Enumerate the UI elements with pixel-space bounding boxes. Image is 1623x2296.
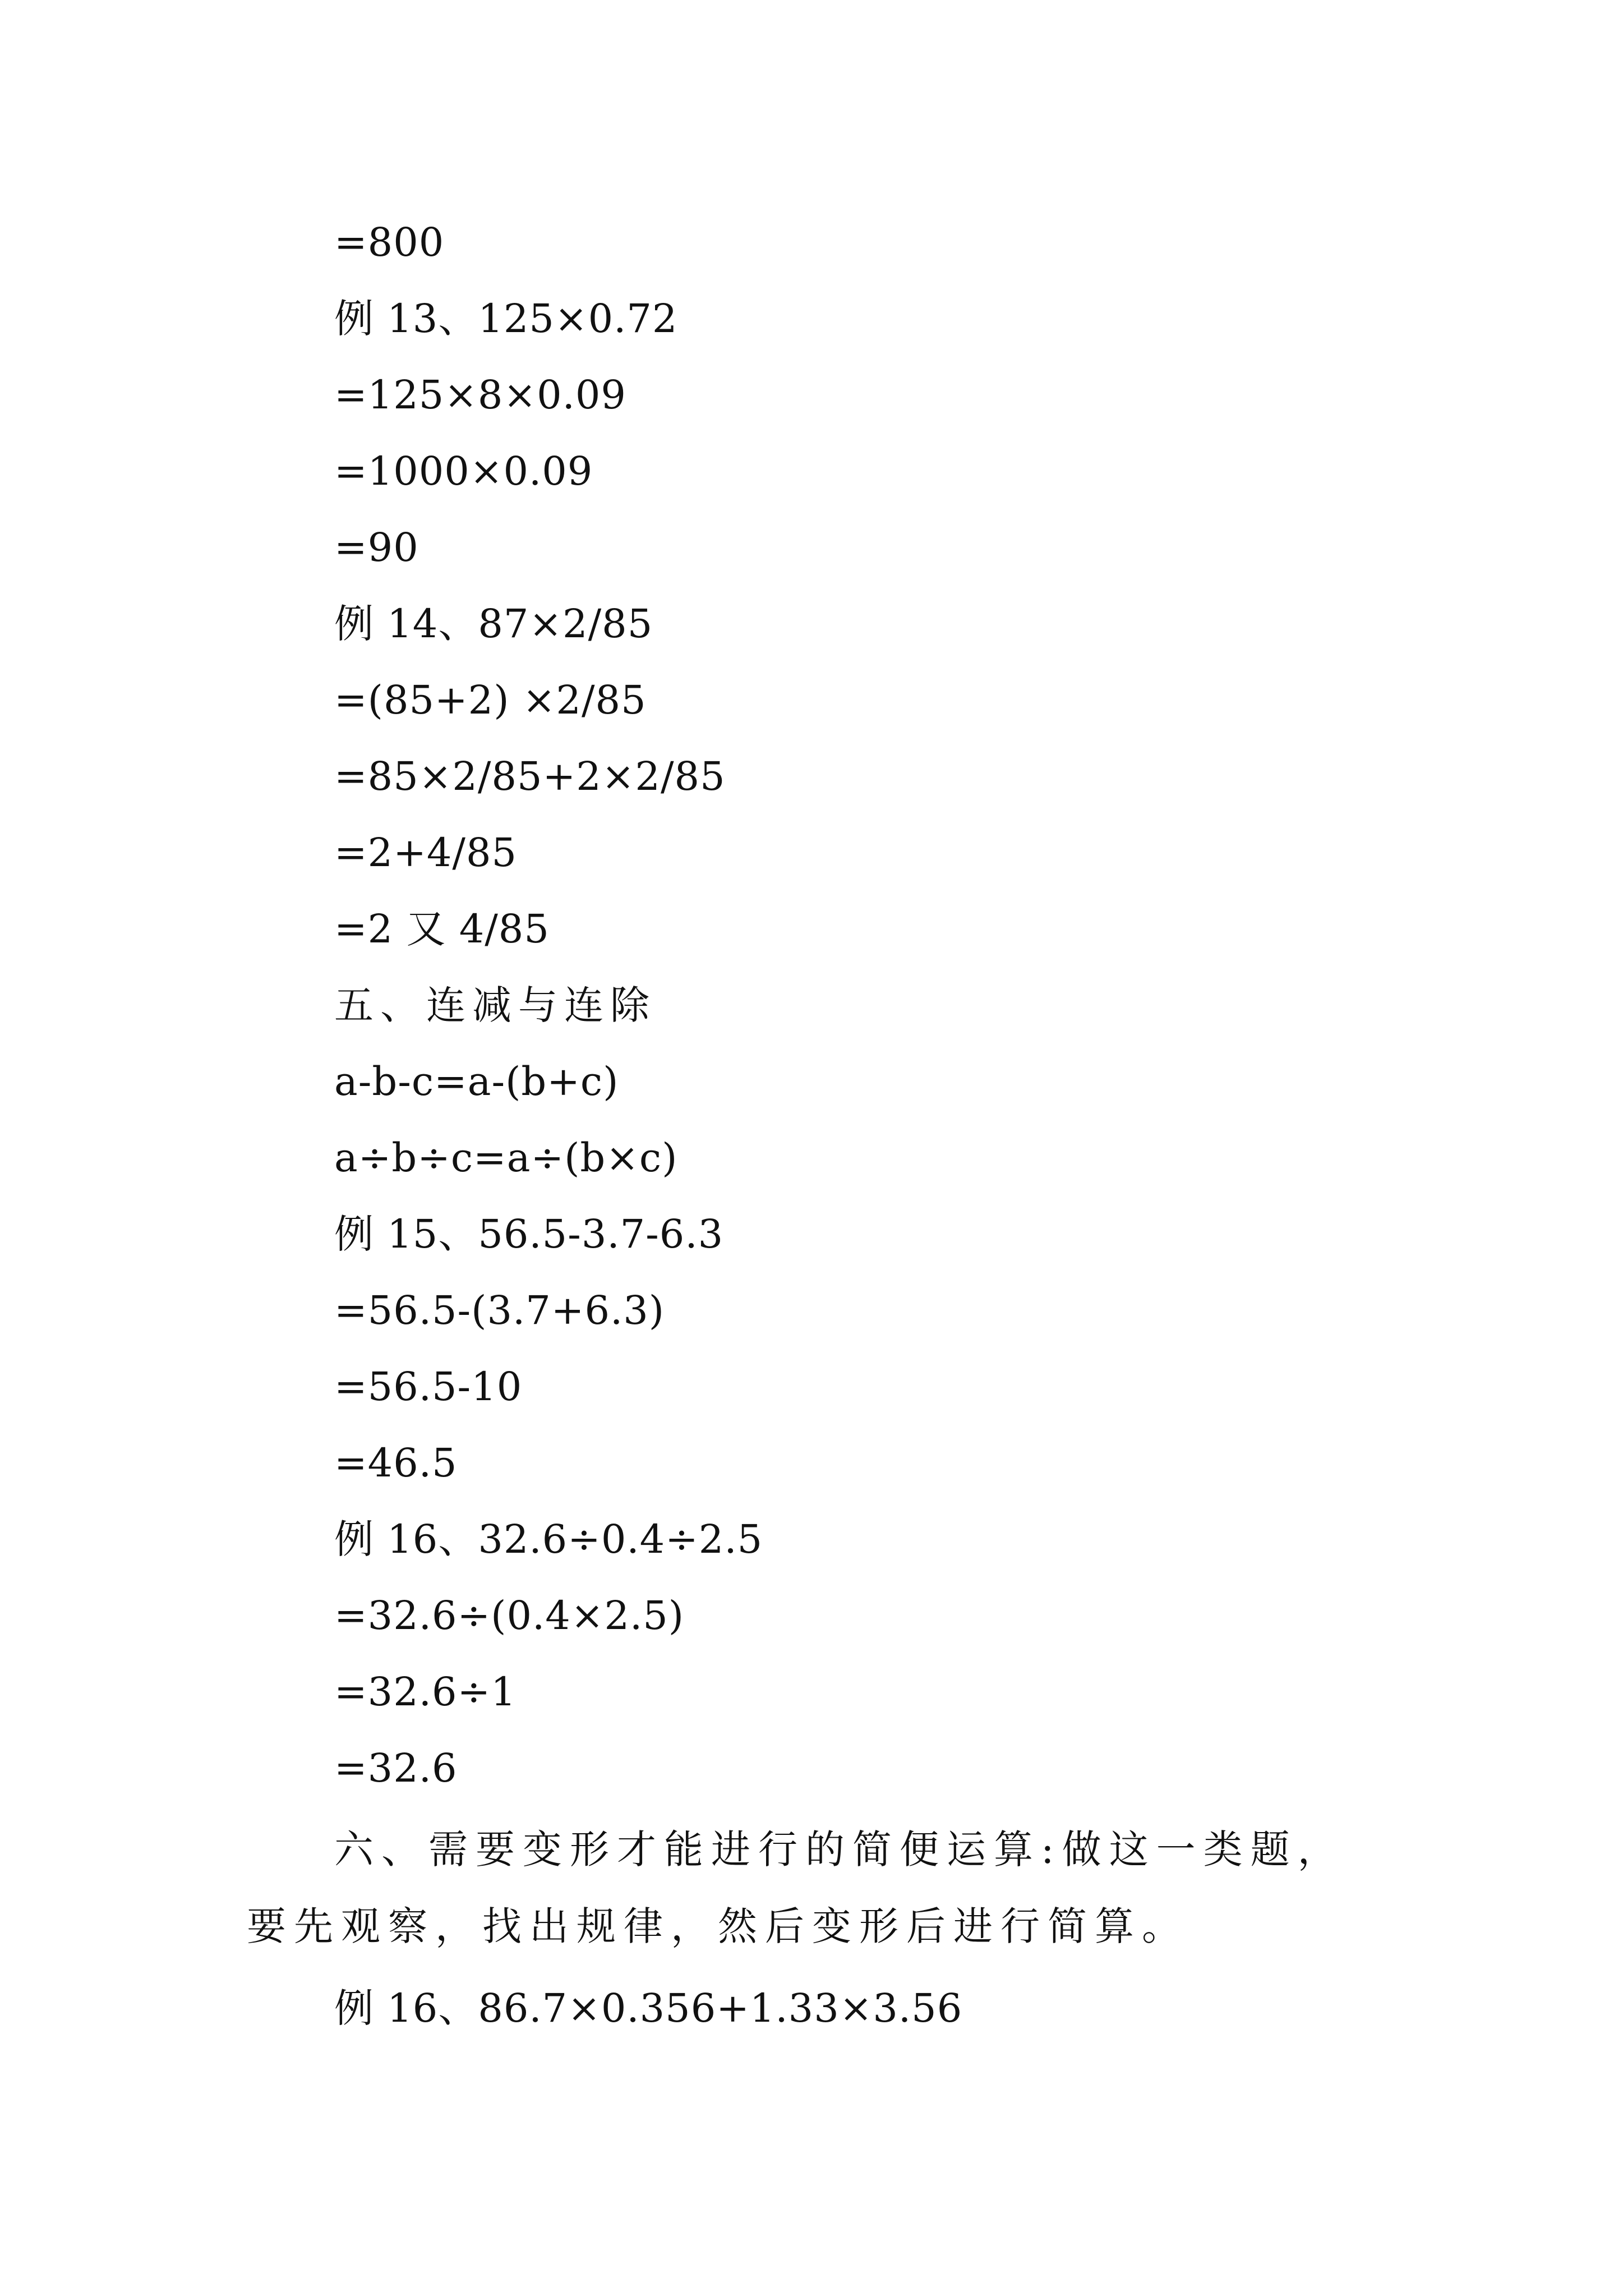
example-heading: 例 16、32.6÷0.4÷2.5 [334, 1516, 763, 1562]
example-heading: 例 13、125×0.72 [334, 296, 678, 342]
section-paragraph: 六、需要变形才能进行的简便运算:做这一类题，要先观察，找出规律，然后变形后进行简算。 [247, 1826, 1345, 1949]
example-heading: 例 15、56.5-3.7-6.3 [334, 1211, 724, 1257]
calc-line: =56.5-(3.7+6.3) [334, 1287, 665, 1333]
calc-line: =1000×0.09 [334, 448, 593, 494]
formula-line: a-b-c=a-(b+c) [334, 1059, 619, 1105]
example-heading: 例 16、86.7×0.356+1.33×3.56 [334, 1985, 963, 2031]
calc-line: =90 [334, 524, 419, 570]
calc-line: =2+4/85 [334, 830, 518, 876]
calc-line: =(85+2) ×2/85 [334, 677, 647, 723]
calc-line: =32.6 [334, 1745, 458, 1791]
calc-line: =85×2/85+2×2/85 [334, 753, 726, 799]
calc-line: =2 又 4/85 [334, 906, 550, 952]
example-heading: 例 14、87×2/85 [334, 601, 653, 647]
calc-line: =32.6÷1 [334, 1669, 517, 1715]
calc-line: =125×8×0.09 [334, 372, 626, 418]
calc-line: =800 [334, 219, 445, 265]
formula-line: a÷b÷c=a÷(b×c) [334, 1135, 678, 1181]
calc-line: =56.5-10 [334, 1364, 523, 1410]
calc-line: =32.6÷(0.4×2.5) [334, 1593, 685, 1639]
calc-line: =46.5 [334, 1440, 458, 1486]
section-heading: 五、连减与连除 [334, 982, 656, 1028]
